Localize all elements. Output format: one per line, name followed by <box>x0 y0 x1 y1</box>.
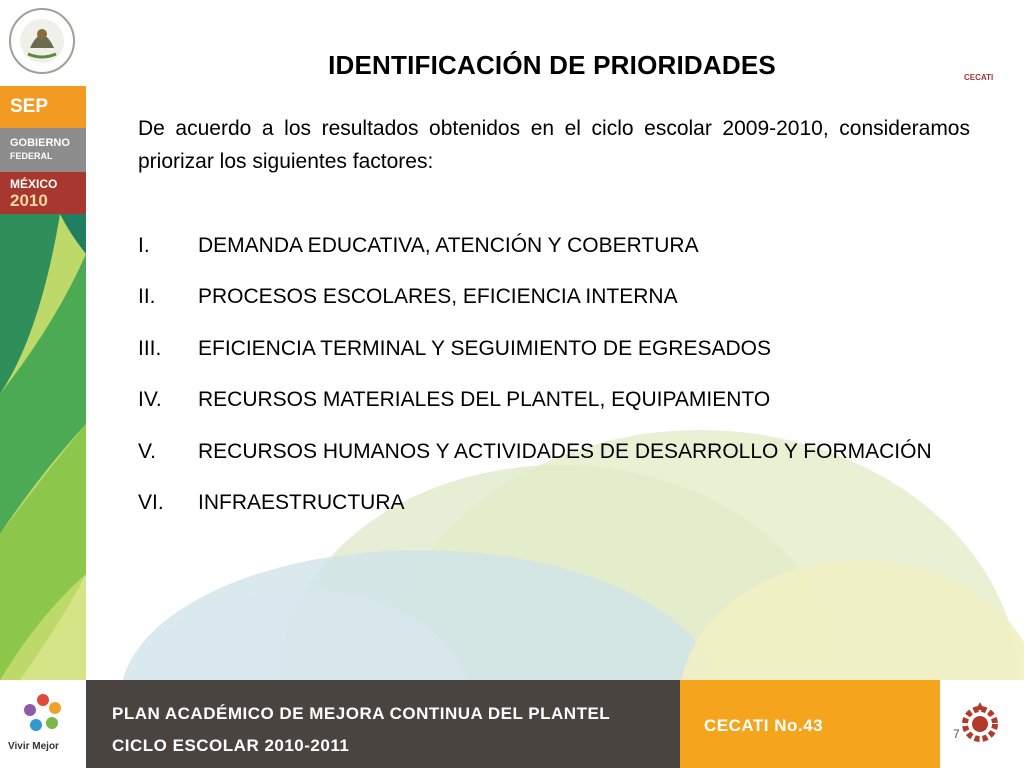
year-2010-label: 2010 <box>10 191 48 210</box>
school-cycle-line: CICLO ESCOLAR 2010-2011 <box>112 736 350 755</box>
item-number: V. <box>138 439 156 463</box>
list-item <box>138 337 932 388</box>
item-number: II. <box>138 285 156 309</box>
sep-band <box>0 86 86 128</box>
cecati-logo-area <box>940 680 1024 768</box>
list-item <box>138 388 932 439</box>
mexico-label: MÉXICO <box>10 177 58 191</box>
footer-bar <box>0 680 1024 768</box>
cecati-number-label: CECATI No.43 <box>704 716 824 735</box>
list-item <box>138 234 932 285</box>
page-number: 7 <box>953 727 960 741</box>
list-item <box>138 440 932 491</box>
item-text: RECURSOS MATERIALES DEL PLANTEL, EQUIPAMIENTO <box>198 388 771 412</box>
gobierno-federal-band <box>0 128 86 172</box>
cecati-gear-logo-icon <box>958 700 1002 748</box>
vivir-mejor-area <box>0 680 86 768</box>
gobierno-label: GOBIERNO <box>10 137 70 149</box>
item-number: VI. <box>138 490 164 514</box>
item-text: EFICIENCIA TERMINAL Y SEGUIMIENTO DE EGRESADOS <box>198 336 771 360</box>
intro-paragraph: De acuerdo a los resultados obtenidos en el ciclo escolar 2009-2010, consideramos priorizar los siguientes factores: <box>138 117 970 173</box>
item-number: I. <box>138 234 150 257</box>
list-item <box>138 491 932 542</box>
federal-label: FEDERAL <box>10 151 53 161</box>
item-number: III. <box>138 336 162 360</box>
plan-title-line: PLAN ACADÉMICO DE MEJORA CONTINUA DEL PLANTEL <box>112 704 611 723</box>
list-item <box>138 285 932 336</box>
item-text: RECURSOS HUMANOS Y ACTIVIDADES DE DESARROLLO Y FORMACIÓN <box>198 439 932 463</box>
sep-label: SEP <box>10 96 49 117</box>
item-text: INFRAESTRUCTURA <box>198 490 405 514</box>
mexico-2010-band <box>0 172 86 214</box>
cecati-logo-text: CECATI <box>964 73 994 82</box>
item-text: DEMANDA EDUCATIVA, ATENCIÓN Y COBERTURA <box>198 234 699 257</box>
item-number: IV. <box>138 388 162 412</box>
slide-title: IDENTIFICACIÓN DE PRIORIDADES <box>328 50 776 80</box>
vivir-mejor-label: Vivir Mejor <box>8 741 59 752</box>
sidebar-green-stripes <box>0 214 86 680</box>
left-sidebar <box>0 0 86 680</box>
vivir-mejor-logo-icon <box>22 692 64 736</box>
priorities-list <box>138 234 932 542</box>
item-text: PROCESOS ESCOLARES, EFICIENCIA INTERNA <box>198 285 678 309</box>
